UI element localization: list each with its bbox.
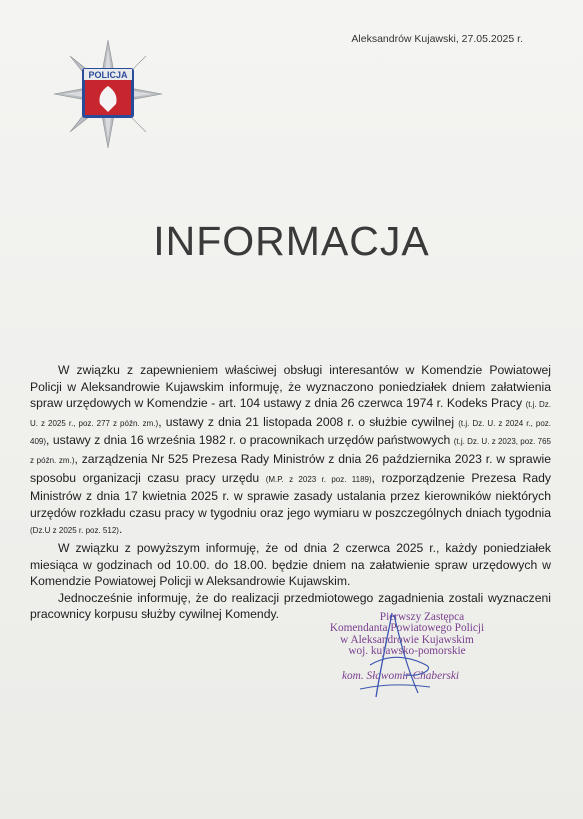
legal-reference: (Dz.U z 2025 r. poz. 512) [30,526,119,536]
legal-reference: (t.j. Dz. U. z 2024 r., poz. 409) [30,418,552,447]
paragraph-1-text-c: , ustawy z dnia 16 września 1982 r. o pracownikach urzędów państwowych [46,433,454,448]
paragraph-1-text-e: , rozporządzenie Prezesa Rady Ministrów z dnia 17 kwietnia 2025 r. w sprawie zasady ustalania przez kierowników niektórych urzędów rozkładu czasu pracy w tygodniu oraz jego wymiaru w poszczególnych dniach tygodnia [30,470,552,520]
place-date: Aleksandrów Kujawski, 27.05.2025 r. [351,33,523,45]
stamp-signatory: kom. Sławomir Chaberski [342,670,460,682]
police-star-logo [52,38,164,150]
stamp-line: Komendanta Powiatowego Policji [329,622,485,635]
paragraph-1-text-a: W związku z zapewnieniem właściwej obsługi interesantów w Komendzie Powiatowej Policji w Aleksandrowie Kujawskim informuję, że wyznaczono poniedziałek dniem załatwienia spraw urzędowych w Komendzie - art. 104 ustawy z dnia 26 czerwca 1974 r. Kodeks Pracy [30,363,551,411]
paragraph-1-text-b: , ustawy z dnia 21 listopada 2008 r. o służbie cywilnej [158,414,459,429]
legal-reference: (t.j. Dz. U. z 2023, poz. 765 z późn. zm.) [30,437,552,465]
handwritten-signature [330,605,490,705]
paragraph-2: W związku z powyższym informuję, że od dnia 2 czerwca 2025 r., każdy poniedziałek miesiąca w godzinach od 10.00. do 18.00. będzie dniem na załatwienie spraw urzędowych w Komendzie Powiatowej Policji w Aleksandrowie Kujawskim. [30,540,551,589]
logo-text: POLICJA [88,70,128,80]
stamp-line: Pierwszy Zastępca [379,611,465,623]
paragraph-1 [30,362,551,540]
stamp-line: w Aleksandrowie Kujawskim [340,633,474,646]
document-body [30,362,551,623]
paragraph-1-text-d: , zarządzenia Nr 525 Prezesa Rady Ministrów z dnia 26 października 2023 r. w sprawie sposobu organizacji czasu pracy urzędu [30,451,551,485]
legal-reference: (t.j. Dz. U. z 2025 r., poz. 277 z późn. zm.) [30,400,551,428]
document-title: INFORMACJA [153,218,430,264]
stamp-line: woj. kujawsko-pomorskie [348,645,466,658]
paragraph-1-text-f: . [118,522,123,537]
legal-reference: (M.P. z 2023 r. poz. 1189) [265,474,372,484]
paragraph-3: Jednocześnie informuję, że do realizacji przedmiotowego zagadnienia zostali wyznaczeni pracownicy korpusu służby cywilnej Komendy. [30,590,551,622]
